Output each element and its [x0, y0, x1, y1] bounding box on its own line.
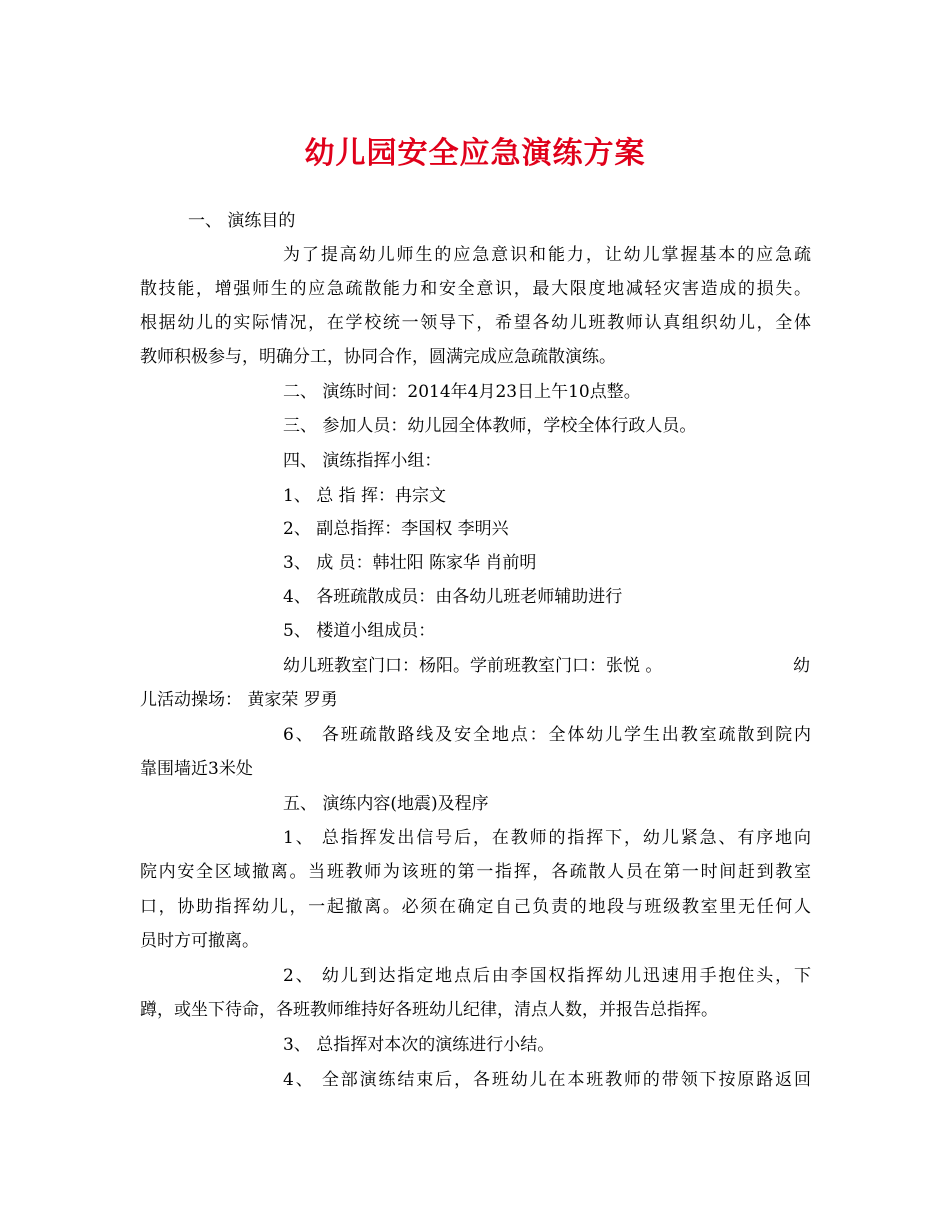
section-heading-1: 一、 演练目的	[188, 211, 296, 231]
paragraph-line: 散技能，增强师生的应急疏散能力和安全意识，最大限度地减轻灾害造成的损失。	[140, 279, 811, 299]
list-item: 4、 各班疏散成员：由各幼儿班老师辅助进行	[283, 587, 623, 607]
paragraph-line: 幼儿班教室门口：杨阳。学前班教室门口：张悦 。	[283, 656, 663, 676]
paragraph-line: 根据幼儿的实际情况，在学校统一领导下，希望各幼儿班教师认真组织幼儿，全体	[140, 313, 811, 333]
section-heading-5: 五、 演练内容(地震)及程序	[283, 794, 489, 814]
paragraph-line: 院内安全区域撤离。当班教师为该班的第一指挥，各疏散人员在第一时间赶到教室	[140, 862, 811, 882]
section-heading-3: 三、 参加人员：幼儿园全体教师，学校全体行政人员。	[283, 416, 697, 436]
section-heading-4: 四、 演练指挥小组：	[283, 451, 442, 471]
list-item: 4、 全部演练结束后，各班幼儿在本班教师的带领下按原路返回	[283, 1070, 811, 1090]
paragraph-line: 儿活动操场： 黄家荣 罗勇	[140, 690, 338, 710]
paragraph-line: 口，协助指挥幼儿，一起撤离。必须在确定自己负责的地段与班级教室里无任何人	[140, 897, 811, 917]
list-item: 1、 总指挥发出信号后，在教师的指挥下，幼儿紧急、有序地向	[283, 828, 811, 848]
section-heading-2: 二、 演练时间：2014年4月23日上午10点整。	[283, 382, 641, 402]
paragraph-line: 幼	[793, 656, 810, 676]
list-item: 5、 楼道小组成员：	[283, 621, 436, 641]
paragraph-line: 员时方可撤离。	[140, 931, 259, 951]
paragraph-line: 为了提高幼儿师生的应急意识和能力，让幼儿掌握基本的应急疏	[283, 245, 811, 265]
paragraph-line: 靠围墙近3米处	[140, 759, 253, 779]
list-item: 2、 幼儿到达指定地点后由李国权指挥幼儿迅速用手抱住头，下	[283, 966, 811, 986]
list-item: 2、 副总指挥：李国权 李明兴	[283, 519, 509, 539]
document-title: 幼儿园安全应急演练方案	[304, 136, 646, 171]
paragraph-line: 教师积极参与，明确分工，协同合作，圆满完成应急疏散演练。	[140, 347, 616, 367]
list-item: 6、 各班疏散路线及安全地点：全体幼儿学生出教室疏散到院内	[283, 725, 811, 745]
paragraph-line: 蹲，或坐下待命，各班教师维持好各班幼儿纪律，清点人数，并报告总指挥。	[140, 1000, 718, 1020]
list-item: 1、 总 指 挥：冉宗文	[283, 486, 447, 506]
list-item: 3、 成 员：韩壮阳 陈家华 肖前明	[283, 553, 537, 573]
list-item: 3、 总指挥对本次的演练进行小结。	[283, 1035, 555, 1055]
